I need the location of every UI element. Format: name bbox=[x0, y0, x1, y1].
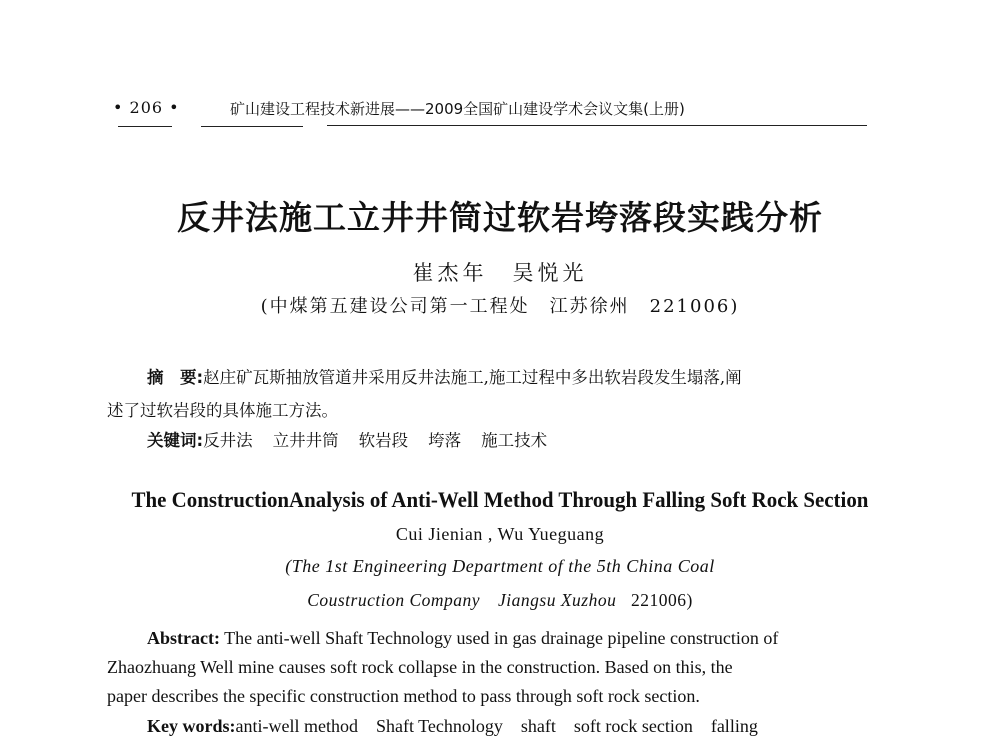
cn-abstract-line: 述了过软岩段的具体施工方法。 bbox=[107, 401, 338, 420]
cn-abstract-continuation bbox=[107, 397, 338, 421]
en-keyword: Shaft Technology bbox=[375, 716, 503, 736]
cn-abstract bbox=[147, 364, 742, 388]
cn-authors: 崔杰年 吴悦光 bbox=[412, 261, 588, 285]
cn-abstract-line: 赵庄矿瓦斯抽放管道井采用反井法施工,施工过程中多出软岩段发生塌落,阐 bbox=[203, 368, 742, 387]
en-keyword: anti-well method bbox=[235, 716, 358, 736]
cn-keyword: 软岩段 bbox=[358, 431, 409, 450]
en-keywords-label: Key words: bbox=[147, 716, 236, 736]
en-keyword: soft rock section bbox=[573, 716, 693, 736]
running-title: 矿山建设工程技术新进展——2009全国矿山建设学术会议文集(上册) bbox=[230, 100, 685, 118]
cn-keywords bbox=[147, 427, 567, 451]
cn-keyword: 垮落 bbox=[428, 431, 462, 450]
en-abstract-label: Abstract: bbox=[147, 628, 220, 648]
en-abstract-line: The anti-well Shaft Technology used in gas drainage pipeline construction of bbox=[219, 628, 779, 648]
en-affiliation-continuation bbox=[0, 587, 1000, 612]
en-abstract-line: Zhaozhuang Well mine causes soft rock collapse in the construction. Based on this, the bbox=[107, 657, 733, 677]
cn-keywords-label: 关键词: bbox=[147, 431, 204, 450]
en-abstract bbox=[147, 628, 778, 649]
en-paper-title: The ConstructionAnalysis of Anti-Well Method Through Falling Soft Rock Section bbox=[131, 487, 869, 512]
en-keyword: shaft bbox=[520, 716, 556, 736]
cn-keyword: 施工技术 bbox=[481, 431, 548, 450]
en-affiliation-postcode: 221006) bbox=[630, 590, 693, 610]
cn-paper-title: 反井法施工立井井筒过软岩垮落段实践分析 bbox=[177, 198, 823, 237]
en-abstract-line: paper describes the specific construction method to pass through soft rock section. bbox=[107, 686, 700, 706]
cn-abstract-label: 摘 要: bbox=[147, 368, 204, 387]
cn-keyword: 立井井筒 bbox=[272, 431, 339, 450]
page-number: • 206 • bbox=[113, 98, 180, 117]
header-rule bbox=[201, 126, 303, 127]
cn-keyword: 反井法 bbox=[203, 431, 253, 450]
en-affiliation-place: Coustruction Company Jiangsu Xuzhou bbox=[307, 590, 617, 610]
header-rule bbox=[118, 126, 172, 127]
cn-affiliation: (中煤第五建设公司第一工程处 江苏徐州 221006) bbox=[260, 296, 740, 317]
header-rule bbox=[327, 125, 867, 126]
en-authors: Cui Jienian , Wu Yueguang bbox=[395, 524, 605, 544]
en-keyword: falling bbox=[710, 716, 758, 736]
en-keywords bbox=[147, 716, 776, 737]
en-affiliation: (The 1st Engineering Department of the 5th China Coal bbox=[285, 556, 715, 576]
